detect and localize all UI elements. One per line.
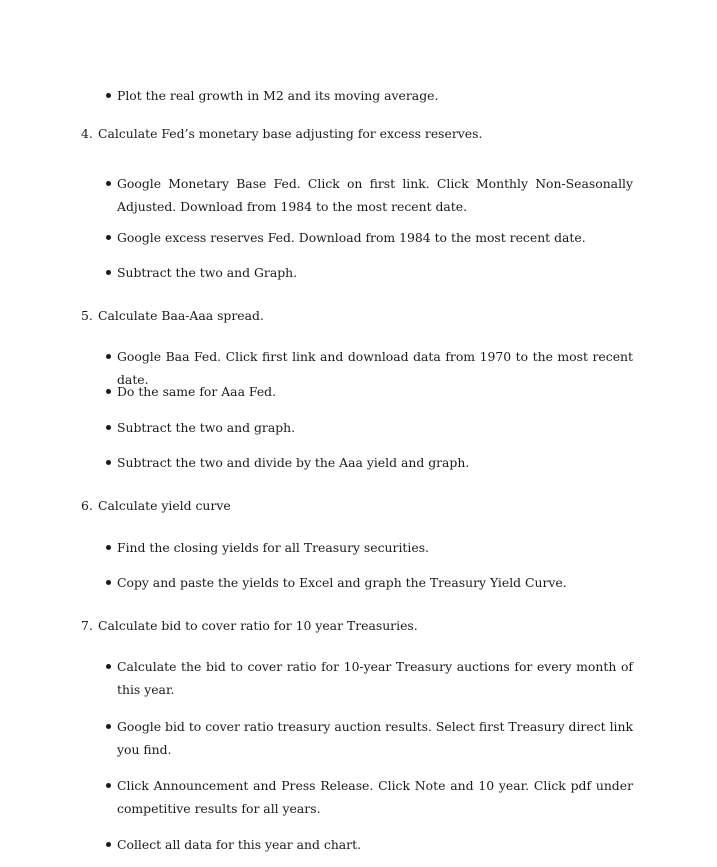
item-text: Calculate Baa-Aaa spread. — [98, 308, 264, 323]
item-number: 5. — [81, 308, 93, 323]
numbered-item — [81, 614, 633, 637]
item-text: Calculate yield curve — [98, 498, 231, 513]
list-item: Subtract the two and Graph. — [117, 261, 633, 284]
list-item: Plot the real growth in M2 and its moving average. — [117, 84, 633, 107]
numbered-item — [81, 494, 633, 517]
list-item: Subtract the two and graph. — [117, 416, 633, 439]
list-item: Collect all data for this year and chart. — [117, 833, 633, 856]
item-text: Calculate Fed’s monetary base adjusting for excess reserves. — [98, 126, 483, 141]
item-number: 6. — [81, 498, 93, 513]
list-item: Google Monetary Base Fed. Click on first link. Click Monthly Non-Seasonally Adjusted. Download from 1984 to the most recent date. — [117, 172, 633, 218]
list-item: Google bid to cover ratio treasury auction results. Select first Treasury direct link you find. — [117, 715, 633, 761]
list-item: Google excess reserves Fed. Download from 1984 to the most recent date. — [117, 226, 633, 249]
list-item: Subtract the two and divide by the Aaa yield and graph. — [117, 451, 633, 474]
list-item: Calculate the bid to cover ratio for 10-year Treasury auctions for every month of this year. — [117, 655, 633, 701]
numbered-item — [81, 304, 633, 327]
item-number: 7. — [81, 618, 93, 633]
list-item: Google Baa Fed. Click first link and download data from 1970 to the most recent date. — [117, 345, 633, 391]
list-item: Do the same for Aaa Fed. — [117, 380, 633, 403]
list-item: Find the closing yields for all Treasury securities. — [117, 536, 633, 559]
item-text: Calculate bid to cover ratio for 10 year Treasuries. — [98, 618, 418, 633]
numbered-item — [81, 122, 633, 145]
list-item: Click Announcement and Press Release. Click Note and 10 year. Click pdf under competitive results for all years. — [117, 774, 633, 820]
item-number: 4. — [81, 126, 93, 141]
list-item: Copy and paste the yields to Excel and graph the Treasury Yield Curve. — [117, 571, 633, 594]
